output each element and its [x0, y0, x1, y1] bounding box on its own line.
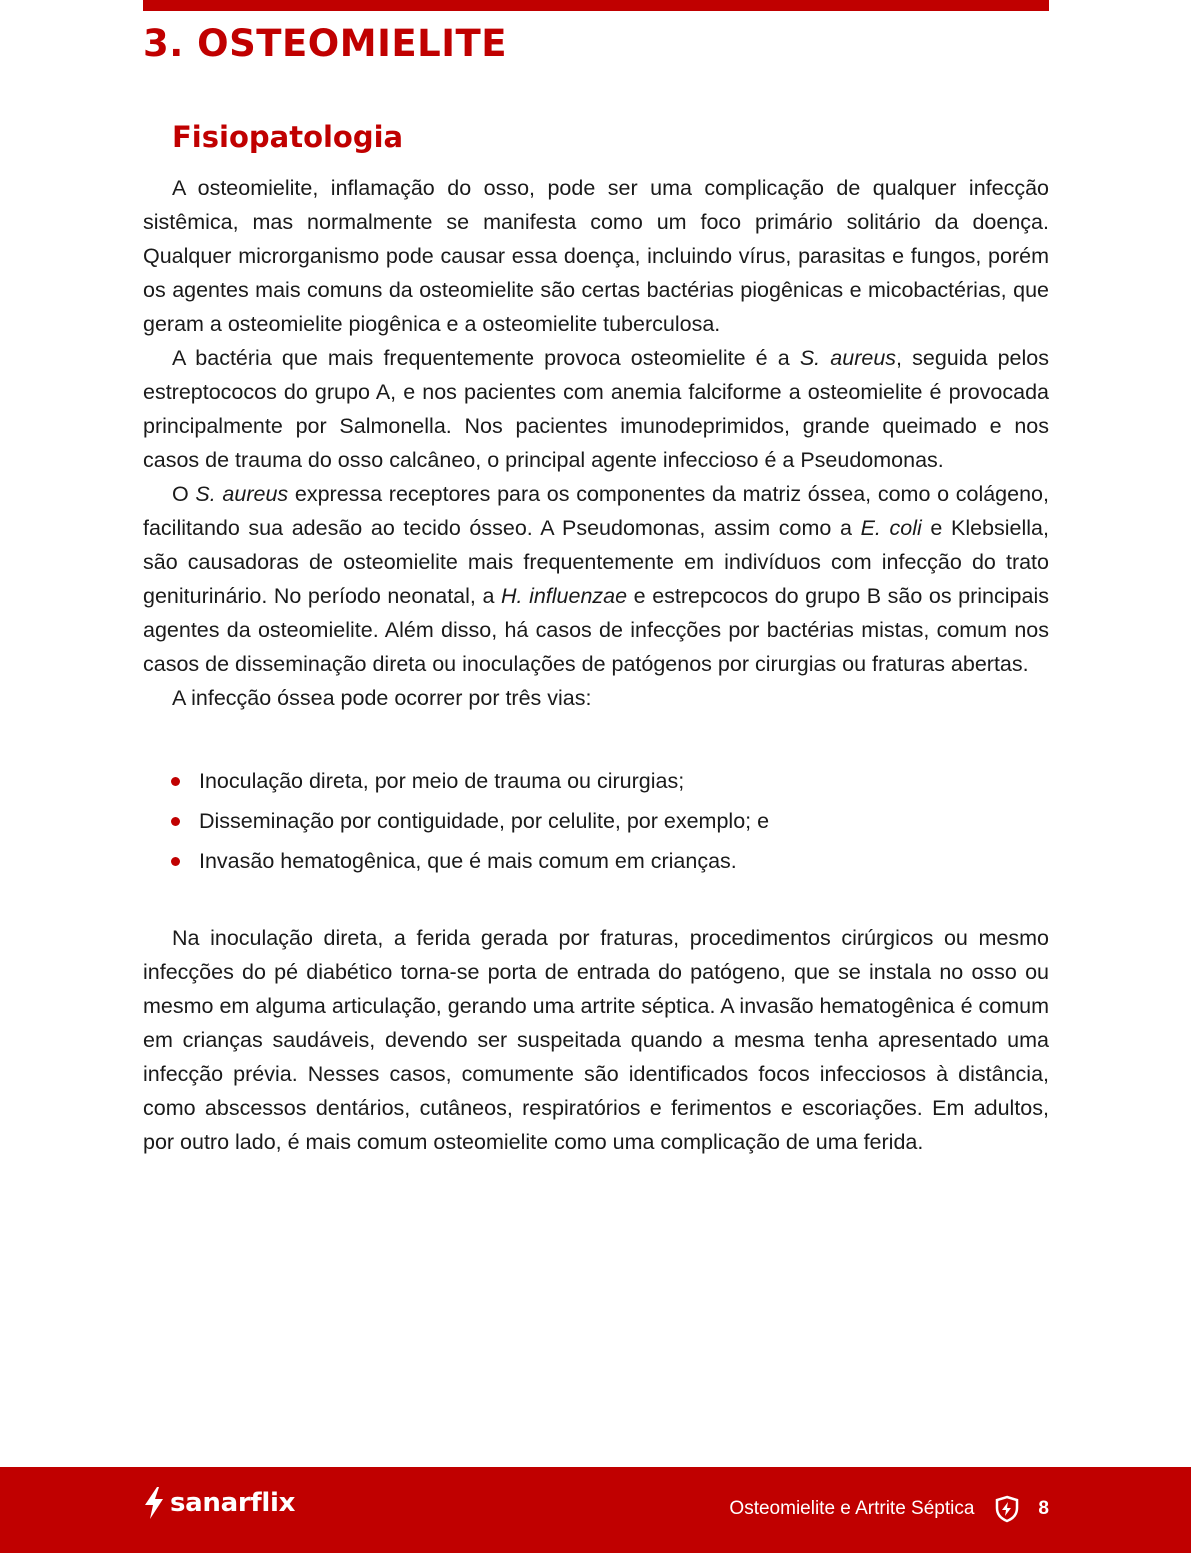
list-item: Inoculação direta, por meio de trauma ou cirurgias; [143, 761, 1049, 801]
top-rule [143, 0, 1049, 11]
shield-bolt-icon [994, 1495, 1020, 1523]
bullet-icon [171, 777, 180, 786]
list-item: Disseminação por contiguidade, por celulite, por exemplo; e [143, 801, 1049, 841]
brand-logo[interactable] [143, 1487, 295, 1519]
list-item: Invasão hematogênica, que é mais comum em crianças. [143, 841, 1049, 881]
bullet-icon [171, 817, 180, 826]
footer-bar [0, 1467, 1191, 1553]
body-content [143, 171, 1049, 1159]
brand-name: sanarflix [170, 1488, 296, 1518]
lightning-bolt-icon [143, 1487, 165, 1519]
paragraph-2: A bactéria que mais frequentemente provoca osteomielite é a S. aureus, seguida pelos estreptococos do grupo A, e nos pacientes com anemia falciforme a osteomielite é provocada principalmente por Salmonella. Nos pacientes imunodeprimidos, grande queimado e nos casos de trauma do osso calcâneo, o principal agente infeccioso é a Pseudomonas. [143, 346, 1049, 472]
species-name: S. aureus [799, 346, 897, 370]
document-title: Osteomielite e Artrite Séptica [729, 1498, 975, 1519]
species-name: H. influenzae [501, 584, 628, 608]
paragraph-4: A infecção óssea pode ocorrer por três vias: [172, 686, 592, 710]
paragraph-1: A osteomielite, inflamação do osso, pode ser uma complicação de qualquer infecção sistêmica, mas normalmente se manifesta como um foco primário solitário da doença. Qualquer microrganismo pode causar essa doença, incluindo vírus, parasitas e fungos, porém os agentes mais comuns da osteomielite são certas bactérias piogênicas e micobactérias, que geram a osteomielite piogênica e a osteomielite tuberculosa. [143, 176, 1049, 336]
species-name: S. aureus [195, 482, 289, 506]
paragraph-5: Na inoculação direta, a ferida gerada por fraturas, procedimentos cirúrgicos ou mesmo infecções do pé diabético torna-se porta de entrada do patógeno, que se instala no osso ou mesmo em alguma articulação, gerando uma artrite séptica. A invasão hematogênica é comum em crianças saudáveis, devendo ser suspeitada quando a mesma tenha apresentado uma infecção prévia. Nesses casos, comumente são identificados focos infecciosos à distância, como abscessos dentários, cutâneos, respiratórios e ferimentos e escoriações. Em adultos, por outro lado, é mais comum osteomielite como uma complicação de uma ferida. [143, 926, 1049, 1154]
bullet-list [143, 761, 1049, 881]
footer-info [729, 1495, 1049, 1523]
species-name: E. coli [860, 516, 922, 540]
chapter-title: 3. OSTEOMIELITE [143, 22, 507, 65]
paragraph-3: O S. aureus expressa receptores para os componentes da matriz óssea, como o colágeno, facilitando sua adesão ao tecido ósseo. A Pseudomonas, assim como a E. coli e Klebsiella, são causadoras de osteomielite mais frequentemente em indivíduos com infecção do trato geniturinário. No período neonatal, a H. influenzae e estrepcocos do grupo B são os principais agentes da osteomielite. Além disso, há casos de infecções por bactérias mistas, comum nos casos de disseminação direta ou inoculações de patógenos por cirurgias ou fraturas abertas. [143, 482, 1049, 676]
page-number: 8 [1038, 1498, 1049, 1519]
section-title: Fisiopatologia [172, 120, 404, 154]
bullet-icon [171, 857, 180, 866]
